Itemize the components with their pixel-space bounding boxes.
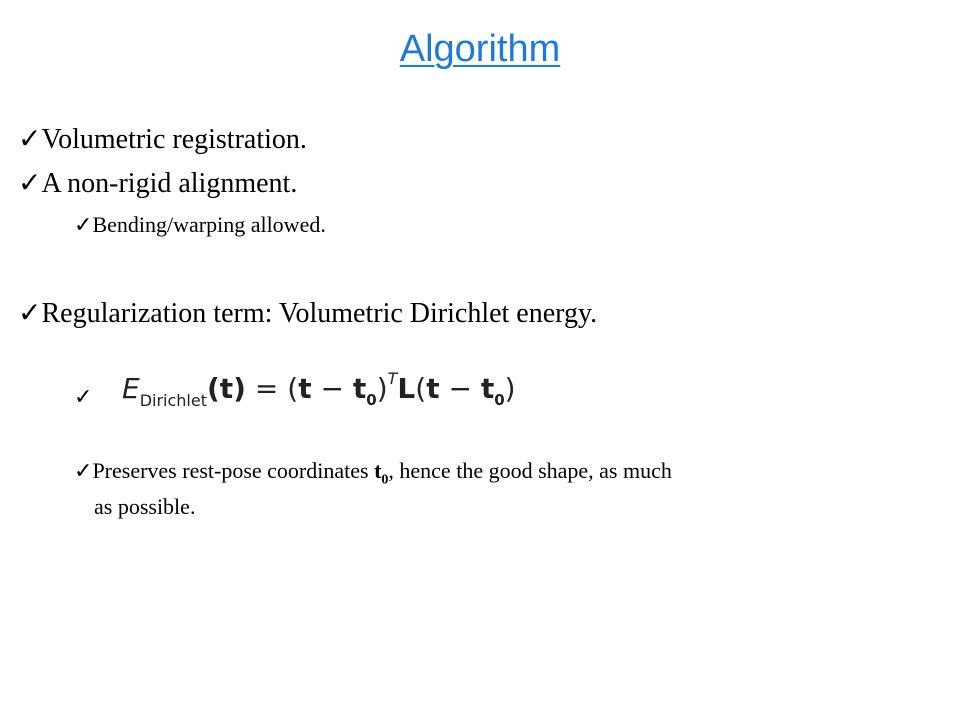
checkmark-icon: ✓: [74, 212, 93, 237]
bullet-volumetric-registration: [18, 122, 307, 156]
bullet-non-rigid-alignment: [18, 166, 297, 200]
bullet-text-after: , hence the good shape, as much: [388, 458, 672, 483]
checkmark-icon: ✓: [74, 384, 93, 409]
sub-bullet-continuation: as possible.: [94, 494, 196, 519]
sub-bullet-preserves-rest-pose: [74, 458, 672, 488]
sub-bullet-bending-warping: [74, 212, 326, 238]
checkmark-icon: ✓: [74, 458, 93, 483]
bullet-text: Regularization term: Volumetric Dirichlet energy.: [41, 298, 598, 329]
bullet-text: A non-rigid alignment.: [41, 168, 298, 199]
bullet-text-before: Preserves rest-pose coordinates: [92, 458, 375, 483]
bullet-text: Bending/warping allowed.: [92, 212, 326, 237]
t0-variable: $t_0$: [374, 458, 389, 488]
checkmark-icon: ✓: [18, 124, 42, 155]
bullet-text: Volumetric registration.: [41, 124, 307, 155]
sub-bullet-formula: [74, 384, 92, 410]
checkmark-icon: ✓: [18, 168, 42, 199]
dirichlet-energy-formula: $E_{Dirichlet}(t) = (t - t_0)^TL(t - t_0)$: [122, 369, 516, 410]
checkmark-icon: ✓: [18, 298, 42, 329]
slide-title: Algorithm: [399, 28, 561, 70]
bullet-regularization-term: [18, 296, 597, 330]
